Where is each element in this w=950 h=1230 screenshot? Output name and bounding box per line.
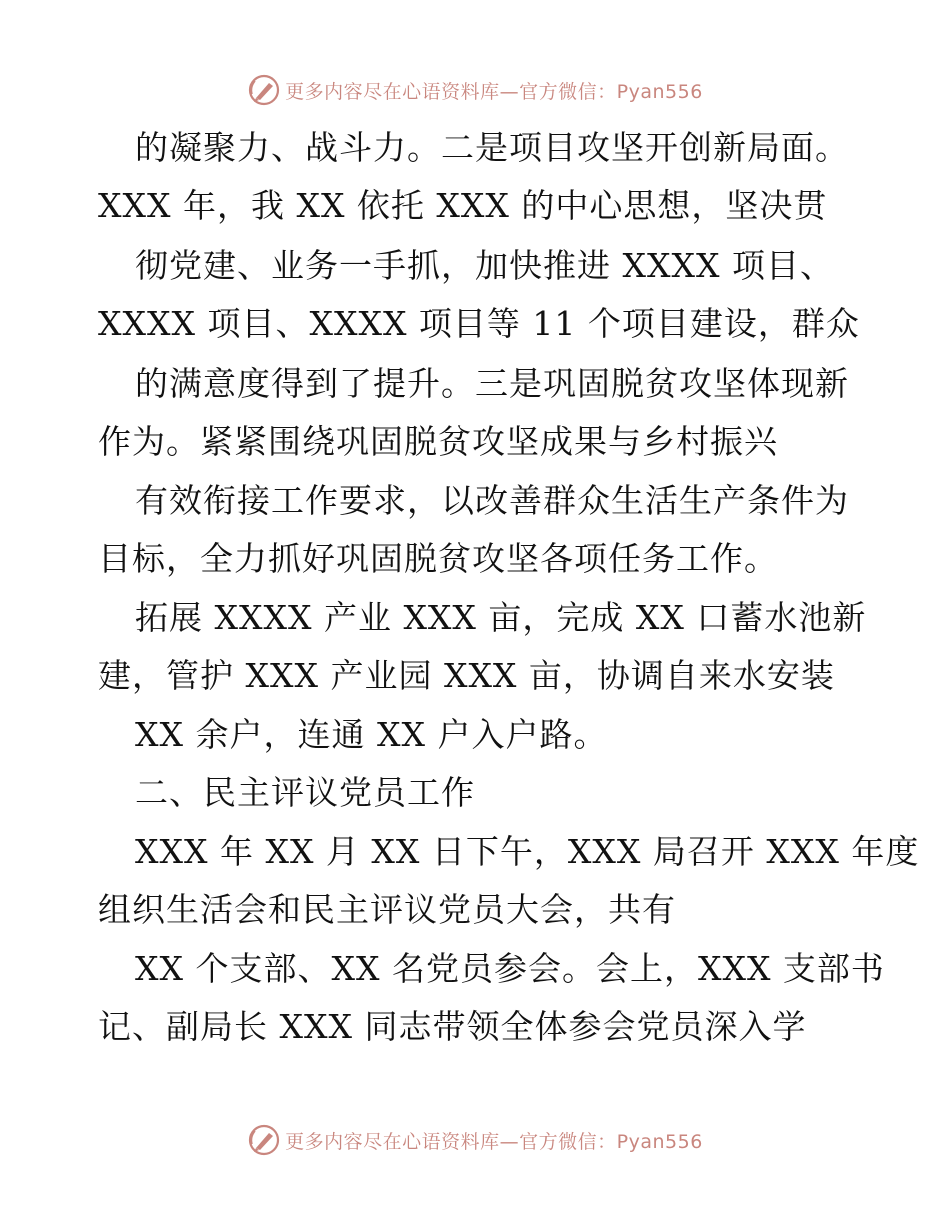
- watermark-header: [0, 70, 950, 110]
- text-line: 有效衔接工作要求，以改善群众生活生产条件为: [135, 481, 849, 520]
- text-line: 组织生活会和民主评议党员大会，共有: [98, 890, 676, 929]
- text-line: 彻党建、业务一手抓，加快推进 XXXX 项目、: [135, 246, 834, 285]
- watermark-text: 更多内容尽在心语资料库—官方微信：Pyan556: [285, 1130, 703, 1153]
- text-line: 目标，全力抓好巩固脱贫攻坚各项任务工作。: [98, 539, 778, 578]
- text-line: XX 个支部、XX 名党员参会。会上，XXX 支部书: [135, 949, 885, 988]
- text-line: XXX 年 XX 月 XX 日下午，XXX 局召开 XXX 年度: [135, 832, 920, 871]
- text-line: XX 余户，连通 XX 户入户路。: [135, 715, 608, 754]
- watermark-footer: [0, 1120, 950, 1160]
- text-line: 的凝聚力、战斗力。二是项目攻坚开创新局面。: [135, 128, 849, 167]
- text-line: 建，管护 XXX 产业园 XXX 亩，协调自来水安装: [98, 656, 835, 695]
- text-line: 作为。紧紧围绕巩固脱贫攻坚成果与乡村振兴: [98, 422, 778, 461]
- quill-pen-logo-icon: [247, 73, 281, 107]
- text-line: 记、副局长 XXX 同志带领全体参会党员深入学: [98, 1007, 807, 1046]
- text-line: 拓展 XXXX 产业 XXX 亩，完成 XX 口蓄水池新: [135, 598, 867, 637]
- text-line: XXXX 项目、XXXX 项目等 11 个项目建设，群众: [98, 304, 860, 343]
- quill-pen-logo-icon: [247, 1123, 281, 1157]
- watermark-text: 更多内容尽在心语资料库—官方微信：Pyan556: [285, 80, 703, 103]
- text-line: XXX 年，我 XX 依托 XXX 的中心思想，坚决贯: [98, 186, 828, 225]
- text-line: 的满意度得到了提升。三是巩固脱贫攻坚体现新: [135, 364, 849, 403]
- section-heading: 二、民主评议党员工作: [135, 773, 475, 812]
